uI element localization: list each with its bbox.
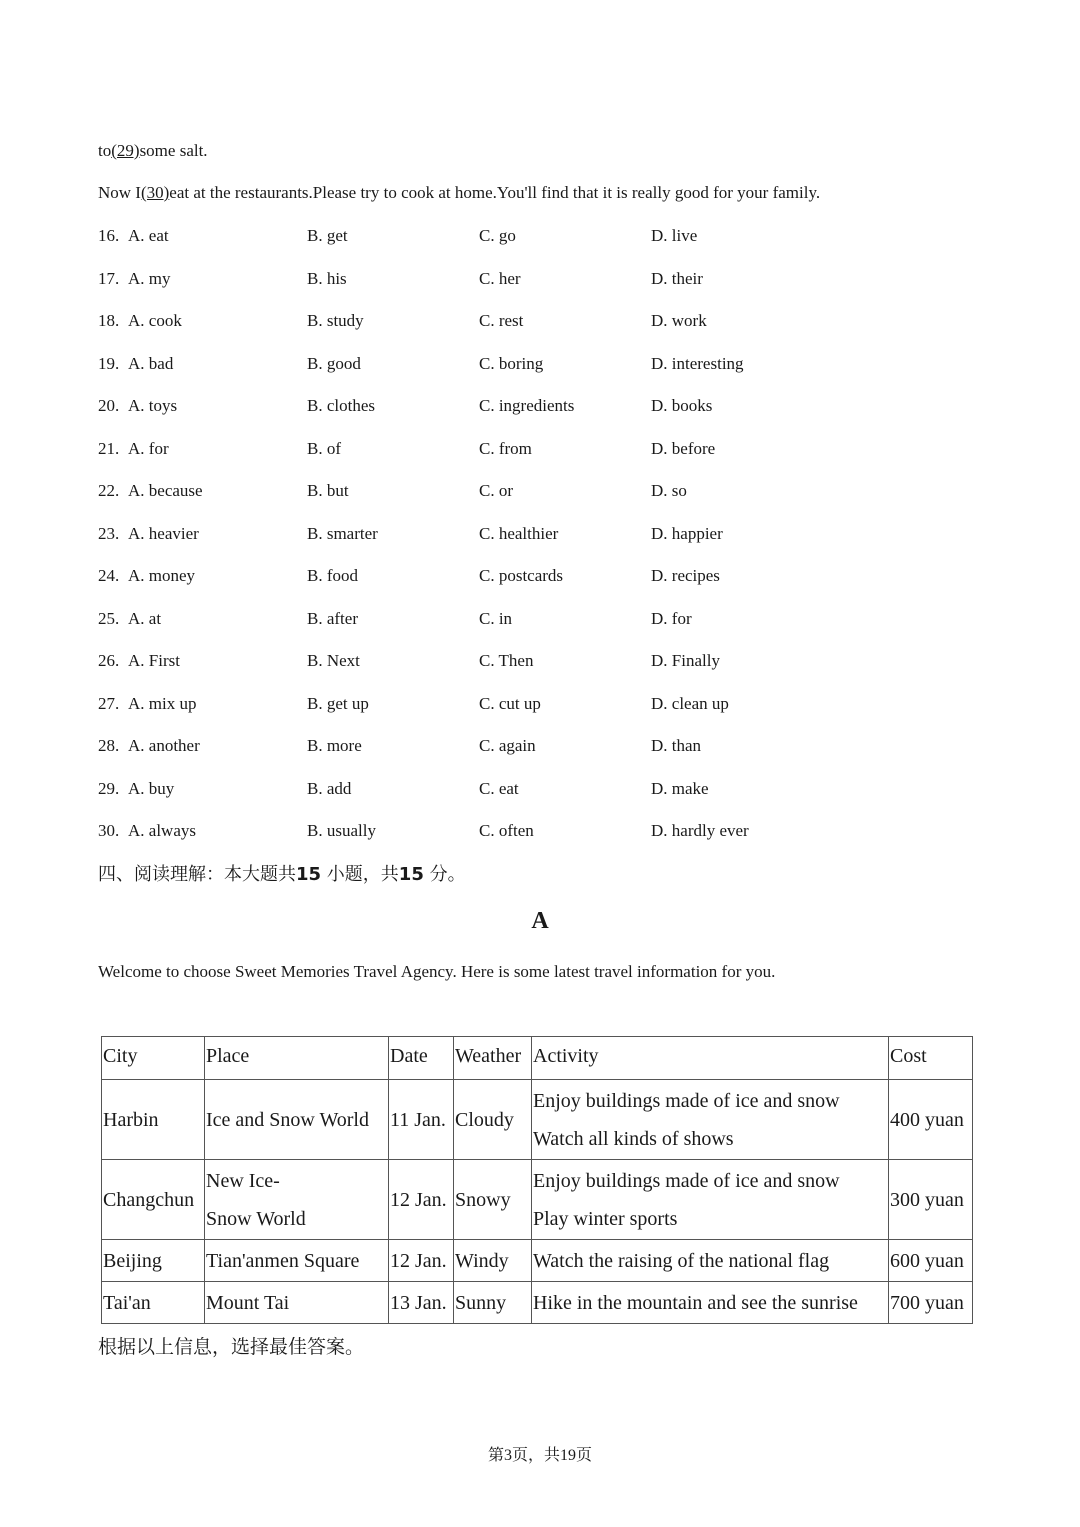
cell-cost-line: 300 yuan: [890, 1188, 964, 1211]
option-a: A. my: [128, 268, 171, 288]
cell-city: [102, 1240, 205, 1282]
option-d: D. before: [651, 438, 716, 458]
cell-place-line: New Ice-: [206, 1169, 280, 1192]
question-number: 18.: [98, 311, 120, 330]
passage-line-30: [98, 183, 820, 203]
cell-date: [389, 1282, 454, 1324]
cell-place-line: Tian'anmen Square: [206, 1249, 360, 1272]
cell-activity: [532, 1240, 889, 1282]
cell-place-line: Mount Tai: [206, 1291, 290, 1314]
question-number: 24.: [98, 566, 120, 585]
option-c: C. cut up: [479, 693, 541, 713]
option-d: D. make: [651, 778, 709, 798]
question-row: [0, 439, 1080, 469]
passage-line-29: [98, 141, 208, 161]
question-row: [0, 354, 1080, 384]
cell-date: [389, 1240, 454, 1282]
option-c: C. again: [479, 736, 536, 755]
cell-place-line: Ice and Snow World: [206, 1108, 369, 1131]
cell-activity: [532, 1282, 889, 1324]
text: some salt.: [139, 141, 208, 160]
option-b: B. get up: [307, 693, 369, 713]
option-b: B. Next: [307, 651, 360, 670]
option-c: C. healthier: [479, 523, 559, 543]
question-number: 16.: [98, 226, 120, 245]
option-d: D. work: [651, 311, 707, 330]
option-c: C. in: [479, 608, 513, 628]
cell-weather: [454, 1240, 532, 1282]
option-b: B. clothes: [307, 396, 375, 415]
table-row: [102, 1282, 973, 1324]
cell-cost-line: 700 yuan: [890, 1291, 964, 1314]
option-c: C. eat: [479, 778, 519, 798]
cell-place-line: Snow World: [206, 1207, 306, 1230]
option-b: B. study: [307, 311, 364, 330]
option-c: C. often: [479, 821, 534, 840]
cell-weather-line: Sunny: [455, 1291, 507, 1314]
cell-cost: [889, 1240, 973, 1282]
blank-29: (29): [111, 141, 140, 160]
question-row: [0, 736, 1080, 766]
question-number: 25.: [98, 608, 120, 628]
option-d: D. clean up: [651, 693, 729, 713]
section-count-questions: 15: [296, 864, 322, 885]
question-row: [0, 609, 1080, 639]
option-a: A. at: [128, 608, 162, 628]
option-c: C. her: [479, 268, 521, 288]
question-row: [0, 821, 1080, 851]
cell-city-line: Changchun: [103, 1188, 195, 1211]
option-a: A. mix up: [128, 693, 197, 713]
cell-activity-line: Hike in the mountain and see the sunrise: [533, 1291, 858, 1314]
option-d: D. live: [651, 226, 698, 245]
question-row: [0, 524, 1080, 554]
cell-date-line: 12 Jan.: [390, 1188, 447, 1211]
question-row: [0, 481, 1080, 511]
option-d: D. books: [651, 396, 713, 415]
option-a: A. because: [128, 481, 203, 500]
cell-cost: [889, 1282, 973, 1324]
option-d: D. Finally: [651, 651, 720, 670]
option-b: B. but: [307, 481, 349, 500]
text: eat at the restaurants.Please try to cook at home.You'll find that it is really good for your family.: [169, 183, 821, 202]
cell-activity-line: Enjoy buildings made of ice and snow: [533, 1089, 840, 1112]
option-d: D. happier: [651, 523, 723, 543]
option-a: A. cook: [128, 311, 182, 330]
cell-activity-line: Watch all kinds of shows: [533, 1127, 734, 1150]
question-row: [0, 566, 1080, 596]
cell-date: [389, 1160, 454, 1240]
question-number: 17.: [98, 268, 120, 288]
cell-weather: [454, 1160, 532, 1240]
option-b: B. more: [307, 736, 362, 755]
option-b: B. get: [307, 226, 348, 245]
option-c: C. or: [479, 481, 513, 500]
cell-activity-line: Play winter sports: [533, 1207, 678, 1230]
cell-activity-line: Watch the raising of the national flag: [533, 1249, 830, 1272]
table-row: [102, 1080, 973, 1160]
question-row: [0, 226, 1080, 256]
option-c: C. Then: [479, 651, 534, 670]
cell-city-line: Tai'an: [103, 1291, 151, 1314]
option-a: A. buy: [128, 778, 175, 798]
header-cost: Cost: [889, 1037, 973, 1080]
option-c: C. boring: [479, 353, 544, 373]
section-suffix: 分。: [429, 864, 466, 885]
header-place: Place: [205, 1037, 389, 1080]
question-number: 19.: [98, 353, 120, 373]
option-b: B. usually: [307, 821, 376, 840]
option-c: C. postcards: [479, 566, 564, 585]
option-b: B. add: [307, 778, 352, 798]
option-a: A. for: [128, 438, 169, 458]
option-a: A. always: [128, 821, 196, 840]
question-number: 29.: [98, 778, 120, 798]
question-number: 30.: [98, 821, 120, 840]
option-a: A. money: [128, 566, 196, 585]
cell-cost: [889, 1160, 973, 1240]
option-d: D. hardly ever: [651, 821, 749, 840]
header-date: Date: [389, 1037, 454, 1080]
travel-table: [101, 1036, 973, 1324]
question-row: [0, 651, 1080, 681]
cell-activity: [532, 1160, 889, 1240]
option-b: B. of: [307, 438, 341, 458]
cell-city: [102, 1160, 205, 1240]
option-b: B. good: [307, 353, 361, 373]
option-a: A. toys: [128, 396, 178, 415]
cell-weather-line: Windy: [455, 1249, 509, 1272]
question-number: 21.: [98, 438, 120, 458]
cell-weather-line: Snowy: [455, 1188, 511, 1211]
cell-date-line: 12 Jan.: [390, 1249, 447, 1272]
passage-intro: Welcome to choose Sweet Memories Travel Agency. Here is some latest travel information for you.: [98, 962, 776, 981]
cell-place: [205, 1282, 389, 1324]
section-heading: [98, 860, 466, 886]
header-activity: Activity: [532, 1037, 889, 1080]
question-number: 27.: [98, 693, 120, 713]
option-d: D. their: [651, 268, 703, 288]
cell-activity: [532, 1080, 889, 1160]
cell-weather: [454, 1080, 532, 1160]
option-b: B. after: [307, 608, 358, 628]
option-a: A. First: [128, 651, 180, 670]
question-row: [0, 396, 1080, 426]
option-c: C. rest: [479, 311, 524, 330]
instruction: 根据以上信息，选择最佳答案。: [98, 1336, 365, 1358]
option-b: B. smarter: [307, 523, 378, 543]
table-row: [102, 1240, 973, 1282]
option-d: D. interesting: [651, 353, 744, 373]
option-d: D. recipes: [651, 566, 720, 585]
question-row: [0, 269, 1080, 299]
question-row: [0, 311, 1080, 341]
cell-cost-line: 400 yuan: [890, 1108, 964, 1131]
option-a: A. eat: [128, 226, 169, 245]
header-weather: Weather: [454, 1037, 532, 1080]
cell-place: [205, 1080, 389, 1160]
cell-city-line: Harbin: [103, 1108, 159, 1131]
option-b: B. food: [307, 566, 358, 585]
section-mid: 小题，共: [326, 864, 399, 885]
option-d: D. so: [651, 481, 687, 500]
question-row: [0, 779, 1080, 809]
option-c: C. ingredients: [479, 396, 575, 415]
cell-activity-line: Enjoy buildings made of ice and snow: [533, 1169, 840, 1192]
question-number: 28.: [98, 736, 120, 755]
cell-date-line: 11 Jan.: [390, 1108, 446, 1131]
page-footer: 第3页，共19页: [487, 1447, 592, 1464]
cell-place: [205, 1160, 389, 1240]
table-row: [102, 1160, 973, 1240]
cell-cost-line: 600 yuan: [890, 1249, 964, 1272]
cell-weather-line: Cloudy: [455, 1108, 514, 1131]
cell-cost: [889, 1080, 973, 1160]
option-a: A. another: [128, 736, 200, 755]
table-header-row: [102, 1037, 973, 1080]
cell-city-line: Beijing: [103, 1249, 162, 1272]
option-d: D. than: [651, 736, 702, 755]
question-number: 26.: [98, 651, 120, 670]
cell-place: [205, 1240, 389, 1282]
question-number: 22.: [98, 481, 120, 500]
option-c: C. from: [479, 438, 532, 458]
cell-city: [102, 1282, 205, 1324]
section-prefix: 四、阅读理解：本大题共: [98, 864, 296, 885]
cell-date-line: 13 Jan.: [390, 1291, 447, 1314]
option-a: A. heavier: [128, 523, 199, 543]
text: Now I: [98, 183, 141, 202]
section-count-points: 15: [398, 864, 424, 885]
cell-city: [102, 1080, 205, 1160]
header-city: City: [102, 1037, 205, 1080]
text: to: [98, 141, 112, 160]
question-number: 23.: [98, 523, 120, 543]
option-d: D. for: [651, 608, 692, 628]
option-c: C. go: [479, 226, 516, 245]
option-b: B. his: [307, 268, 347, 288]
question-number: 20.: [98, 396, 120, 415]
question-row: [0, 694, 1080, 724]
option-a: A. bad: [128, 353, 174, 373]
passage-title: A: [531, 908, 549, 934]
blank-30: (30): [140, 183, 170, 202]
cell-date: [389, 1080, 454, 1160]
cell-weather: [454, 1282, 532, 1324]
